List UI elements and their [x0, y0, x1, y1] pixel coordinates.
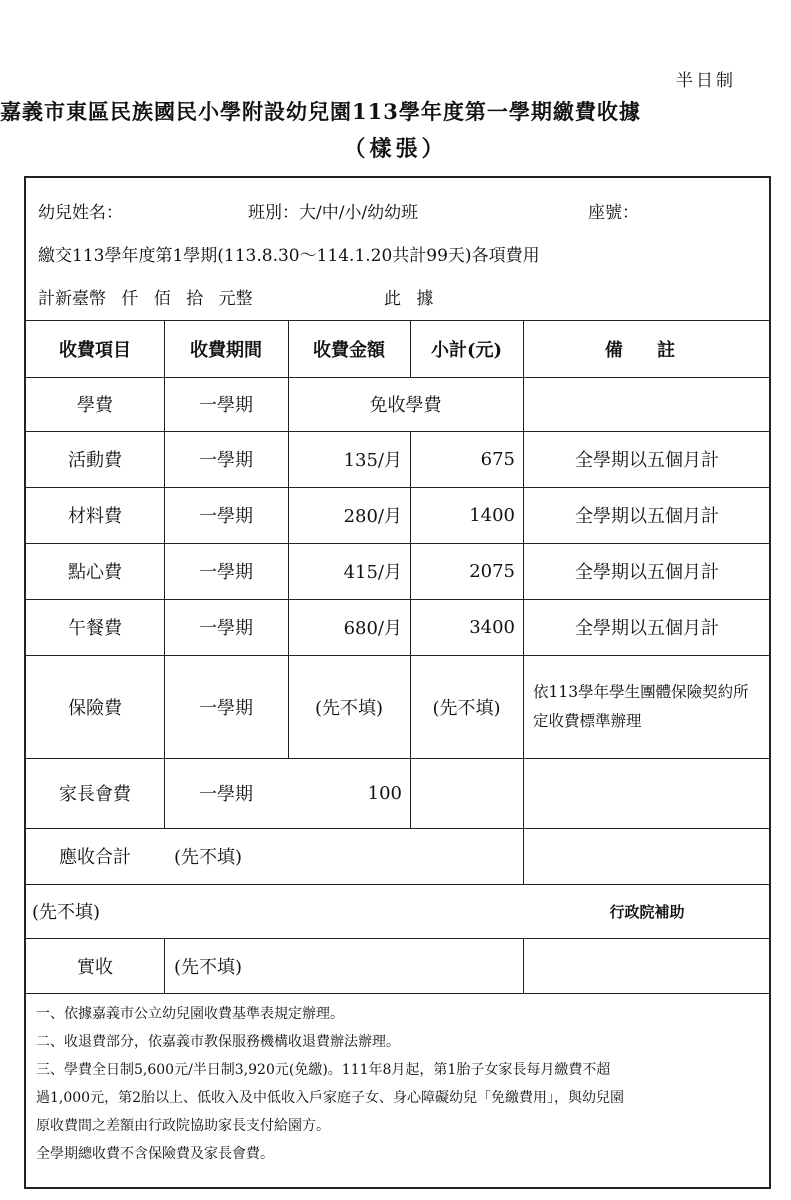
row-period: 一學期: [199, 784, 253, 805]
row-item: 材料費: [68, 506, 122, 527]
row-subtotal: [410, 758, 523, 828]
row-subtotal: 3400: [469, 616, 515, 638]
actual-label: 實收: [77, 956, 113, 978]
total-label: 應收合計: [59, 847, 131, 868]
row-item: 家長會費: [59, 784, 131, 805]
footnote-line: 一、依據嘉義市公立幼兒園收費基準表規定辦理。: [36, 1006, 344, 1022]
total-value: (先不填): [174, 847, 243, 868]
row-item: 活動費: [68, 450, 122, 471]
row-remark: 依113學年學生團體保險契約所定收費標準辦理: [533, 683, 749, 730]
row-period: 一學期: [199, 618, 253, 639]
schedule-type-label: 半日制: [676, 71, 736, 91]
actual-value: (先不填): [174, 956, 243, 978]
header-remark: 備 註: [604, 339, 690, 361]
row-subtotal: 1400: [469, 504, 515, 526]
footnote-line: 過1,000元，第2胎以上、低收入及中低收入戶家庭子女、身心障礙幼兒「免繳費用」，與幼兒園: [36, 1090, 624, 1106]
seat-number-label: 座號：: [588, 203, 639, 223]
row-item: 點心費: [68, 562, 122, 583]
row-subtotal: (先不填): [432, 697, 501, 719]
row-amount: (先不填): [314, 697, 384, 719]
row-period: 一學期: [199, 506, 253, 527]
row-amount: 100: [367, 782, 402, 804]
header-amount: 收費金額: [313, 339, 385, 361]
header-subtotal: 小計(元): [430, 339, 503, 361]
receipt-mark: 此 據: [384, 289, 434, 309]
row-merged-value: 免收學費: [369, 395, 442, 416]
row-remark: 全學期以五個月計: [575, 506, 719, 527]
footnotes: [36, 1000, 764, 1168]
row-item: 保險費: [68, 697, 122, 719]
subsidy-label: 行政院補助: [609, 902, 685, 921]
row-period: 一學期: [199, 395, 253, 416]
footnote-line: 二、收退費部分，依嘉義市教保服務機構收退費辦法辦理。: [36, 1034, 400, 1050]
header-period: 收費期間: [190, 339, 262, 361]
row-amount: 135/月: [343, 450, 402, 471]
row-amount: 415/月: [343, 562, 402, 583]
row-subtotal: 2075: [469, 560, 515, 582]
row-period: 一學期: [199, 450, 253, 471]
footnote-line: 全學期總收費不含保險費及家長會費。: [36, 1146, 274, 1162]
row-period: 一學期: [199, 562, 253, 583]
row-remark: 全學期以五個月計: [575, 562, 719, 583]
row-remark: 全學期以五個月計: [575, 618, 719, 639]
row-subtotal: 675: [480, 448, 515, 470]
document-subtitle: （樣張）: [343, 136, 448, 162]
row-item: 午餐費: [68, 618, 122, 639]
table-rule: [523, 938, 524, 993]
row-amount: 680/月: [343, 618, 402, 639]
row-amount: 280/月: [343, 506, 402, 527]
footnote-line: 三、學費全日制5,600元/半日制3,920元(免繳)。111年8月起，第1胎子女家長每月繳費不超: [36, 1062, 611, 1078]
row-remark: [523, 758, 771, 828]
document-title: 嘉義市東區民族國民小學附設幼兒園113學年度第一學期繳費收據: [0, 99, 641, 124]
amount-in-words: 計新臺幣 仟 佰 拾 元整: [38, 289, 253, 309]
table-rule: [26, 993, 771, 994]
subsidy-value: (先不填): [32, 902, 101, 923]
header-item: 收費項目: [59, 339, 131, 361]
class-label: 班別：大/中/小/幼幼班: [248, 203, 419, 223]
payment-description: 繳交113學年度第1學期(113.8.30～114.1.20共計99天)各項費用: [38, 246, 540, 266]
row-item: 學費: [77, 395, 113, 416]
receipt-frame: [24, 176, 771, 1189]
row-period: 一學期: [199, 697, 253, 719]
row-remark: 全學期以五個月計: [575, 450, 719, 471]
child-name-label: 幼兒姓名：: [38, 203, 123, 223]
footnote-line: 原收費間之差額由行政院協助家長支付給園方。: [36, 1118, 330, 1134]
